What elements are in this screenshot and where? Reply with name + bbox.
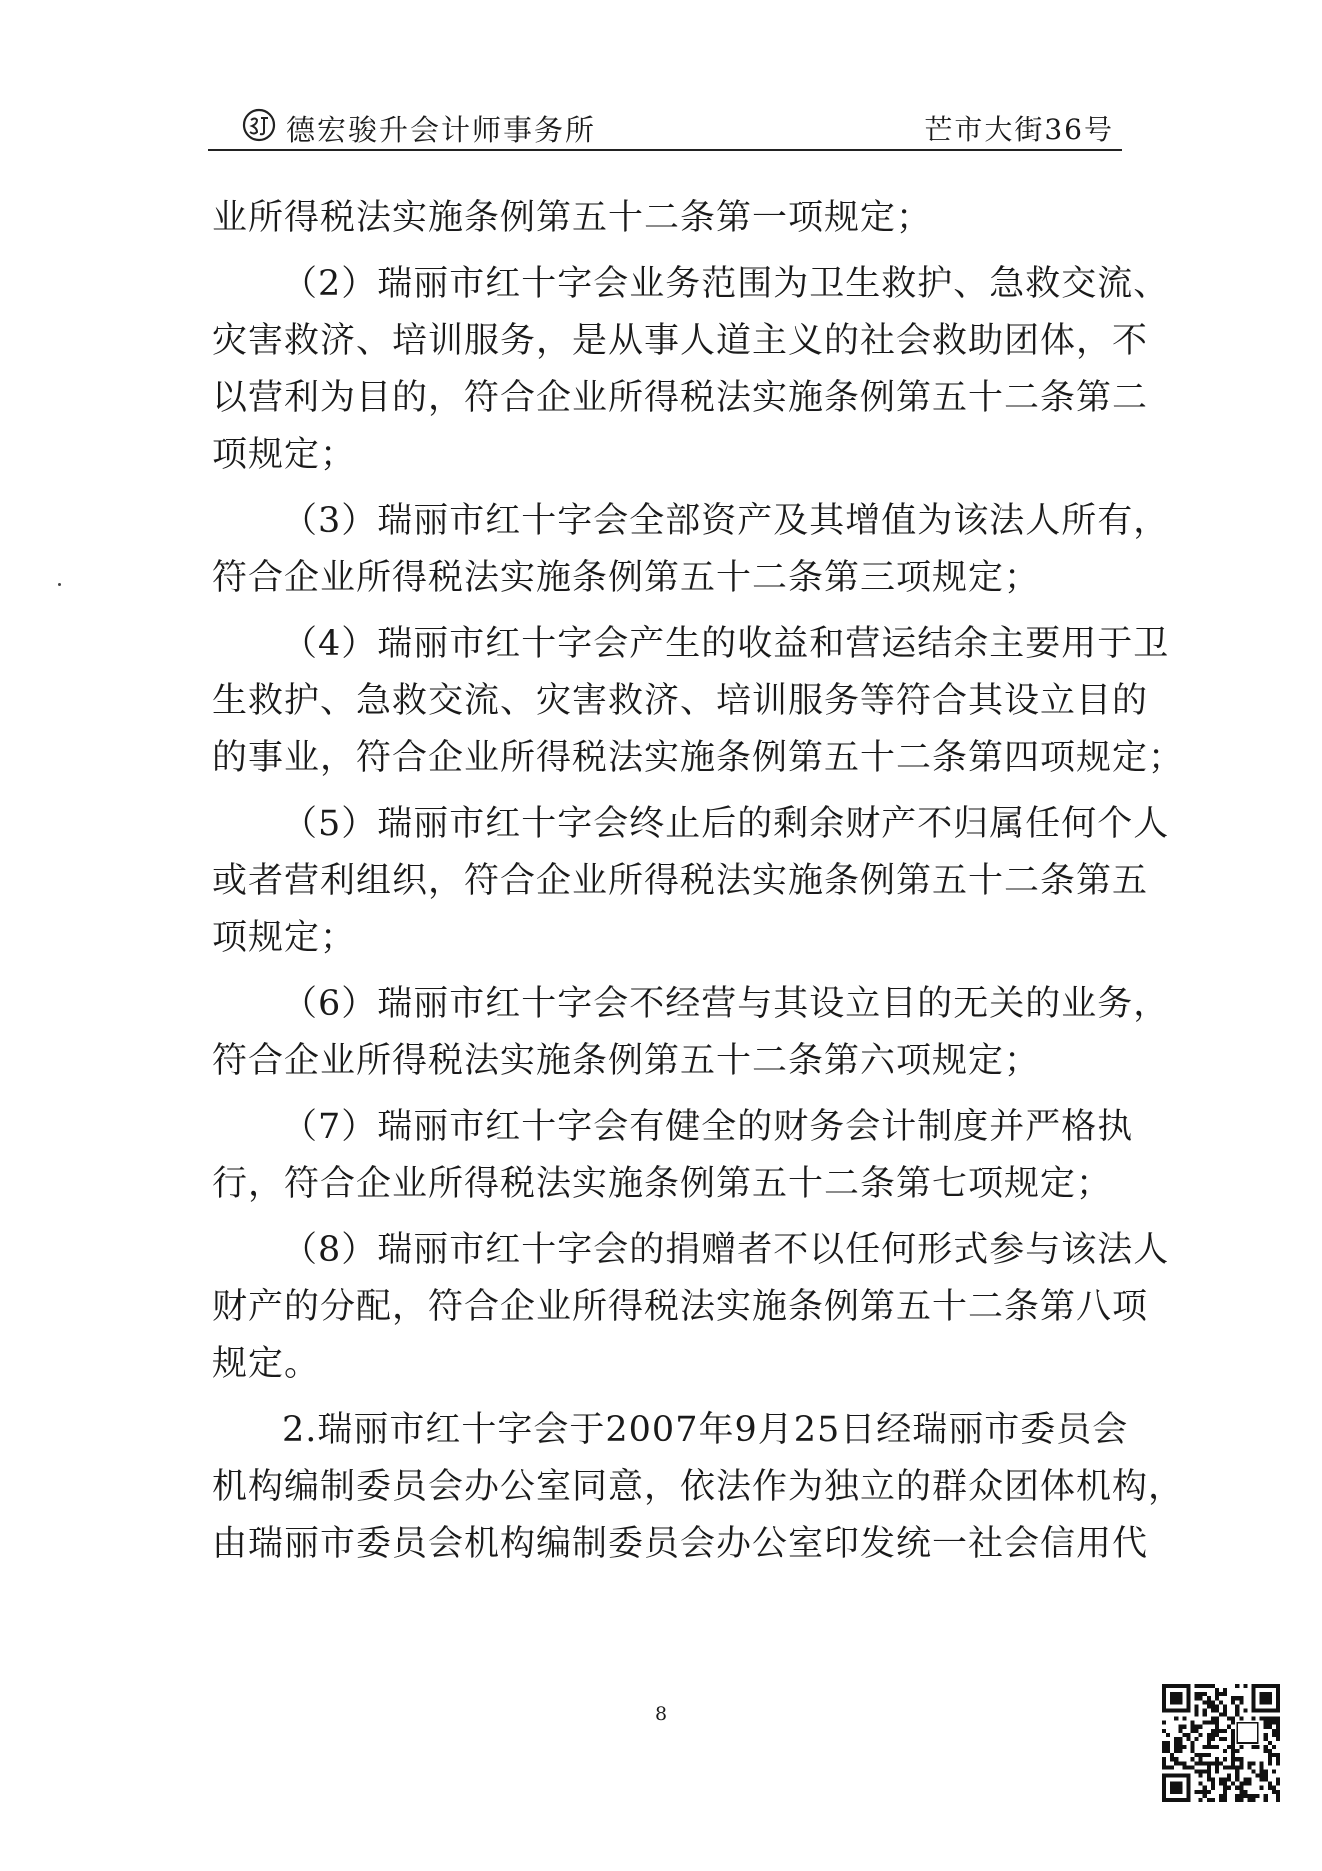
- text-line: 生救护、急救交流、灾害救济、培训服务等符合其设立目的: [212, 681, 1149, 721]
- text-line: （7）瑞丽市红十字会有健全的财务会计制度并严格执: [282, 1107, 1134, 1147]
- text-line: 机构编制委员会办公室同意，依法作为独立的群众团体机构，: [212, 1467, 1185, 1507]
- text-line: 灾害救济、培训服务，是从事人道主义的社会救助团体，不: [212, 321, 1149, 361]
- text-line: 行，符合企业所得税法实施条例第五十二条第七项规定；: [212, 1164, 1113, 1204]
- text-line: 符合企业所得税法实施条例第五十二条第三项规定；: [212, 558, 1041, 598]
- firm-address: 芒市大街36号: [924, 113, 1114, 146]
- text-line: 2.瑞丽市红十字会于2007年9月25日经瑞丽市委员会: [282, 1410, 1129, 1450]
- text-line: （5）瑞丽市红十字会终止后的剩余财产不归属任何个人: [282, 804, 1170, 844]
- text-line: 财产的分配，符合企业所得税法实施条例第五十二条第八项: [212, 1287, 1149, 1327]
- text-line: 或者营利组织，符合企业所得税法实施条例第五十二条第五: [212, 861, 1149, 901]
- qr-code-icon: [1162, 1684, 1280, 1802]
- text-line: （4）瑞丽市红十字会产生的收益和营运结余主要用于卫: [282, 624, 1170, 664]
- document-body: [212, 190, 1185, 1573]
- page-number: 8: [654, 1703, 668, 1725]
- text-line: 符合企业所得税法实施条例第五十二条第六项规定；: [212, 1041, 1041, 1081]
- header-divider: [208, 149, 1122, 151]
- text-line: 业所得税法实施条例第五十二条第一项规定；: [212, 198, 933, 238]
- text-line: 规定。: [212, 1344, 321, 1384]
- firm-logo-icon: [242, 108, 276, 142]
- text-line: （8）瑞丽市红十字会的捐赠者不以任何形式参与该法人: [282, 1230, 1170, 1270]
- text-line: 由瑞丽市委员会机构编制委员会办公室印发统一社会信用代: [212, 1524, 1149, 1564]
- firm-name: 德宏骏升会计师事务所: [286, 113, 597, 147]
- text-line: 项规定；: [212, 918, 357, 958]
- text-line: （2）瑞丽市红十字会业务范围为卫生救护、急救交流、: [282, 264, 1170, 304]
- scan-speck: [58, 583, 61, 586]
- text-line: 项规定；: [212, 435, 357, 475]
- text-line: 的事业，符合企业所得税法实施条例第五十二条第四项规定；: [212, 738, 1185, 778]
- text-line: （3）瑞丽市红十字会全部资产及其增值为该法人所有，: [282, 501, 1170, 541]
- text-line: （6）瑞丽市红十字会不经营与其设立目的无关的业务，: [282, 984, 1170, 1024]
- text-line: 以营利为目的，符合企业所得税法实施条例第五十二条第二: [212, 378, 1149, 418]
- page-header: [208, 106, 1122, 152]
